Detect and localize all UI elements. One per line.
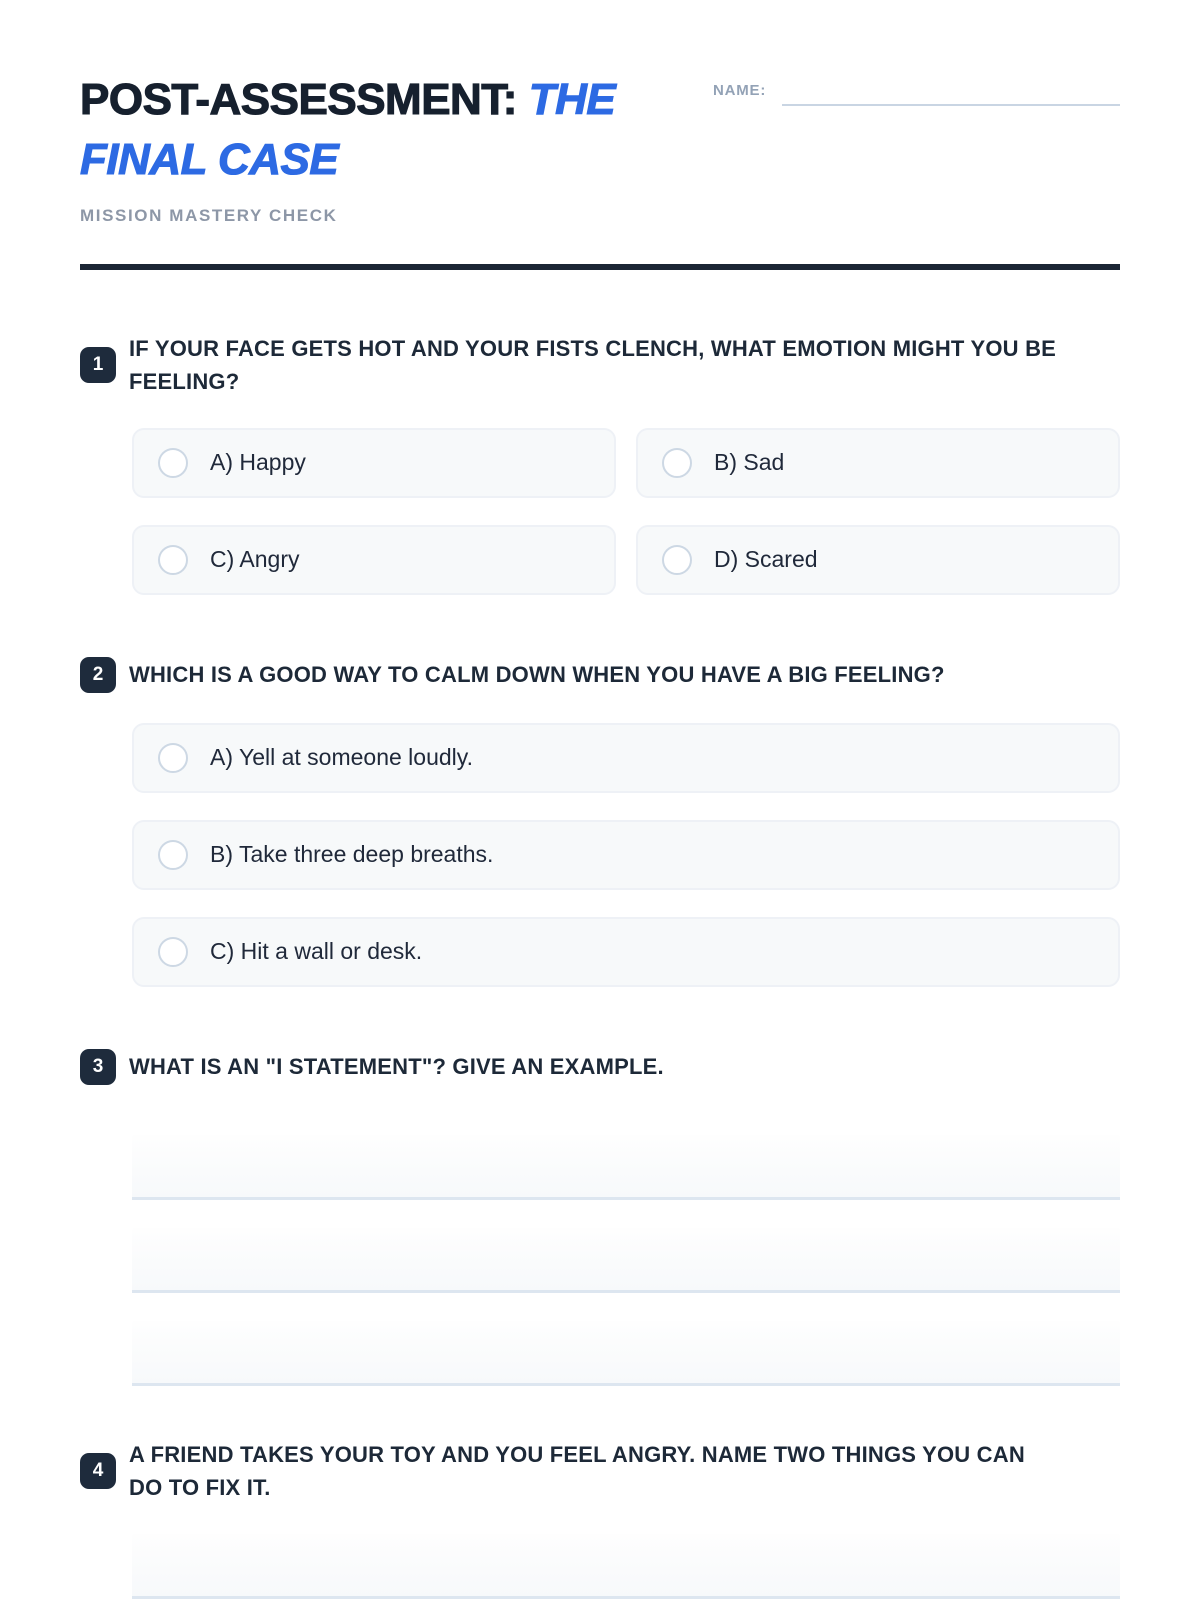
answer-option[interactable] bbox=[636, 525, 1120, 595]
question-body bbox=[132, 1135, 1120, 1386]
page-title bbox=[80, 70, 690, 190]
section-divider bbox=[80, 264, 1120, 270]
answer-option[interactable] bbox=[132, 428, 616, 498]
question-section bbox=[80, 332, 1120, 595]
question-text: WHAT IS AN "I STATEMENT"? GIVE AN EXAMPLE. bbox=[129, 1054, 664, 1080]
name-field bbox=[713, 70, 1120, 106]
question-body bbox=[132, 723, 1120, 987]
answer-option-label: C) Hit a wall or desk. bbox=[210, 938, 423, 965]
question-number-badge: 2 bbox=[80, 657, 116, 693]
radio-icon[interactable] bbox=[158, 937, 188, 967]
answer-lines bbox=[132, 1135, 1120, 1386]
question-header bbox=[80, 1438, 1120, 1504]
answer-option-label: A) Happy bbox=[210, 449, 306, 476]
answer-lines bbox=[132, 1534, 1120, 1599]
radio-icon[interactable] bbox=[662, 545, 692, 575]
radio-icon[interactable] bbox=[158, 743, 188, 773]
question-number-badge: 1 bbox=[80, 347, 116, 383]
answer-option-label: D) Scared bbox=[714, 546, 818, 573]
question-header bbox=[80, 332, 1120, 398]
answer-option[interactable] bbox=[132, 820, 1120, 890]
question-section bbox=[80, 1438, 1120, 1599]
question-text: WHICH IS A GOOD WAY TO CALM DOWN WHEN YOU HAVE A BIG FEELING? bbox=[129, 662, 945, 688]
radio-icon[interactable] bbox=[158, 448, 188, 478]
radio-icon[interactable] bbox=[662, 448, 692, 478]
answer-option[interactable] bbox=[132, 917, 1120, 987]
answer-write-line[interactable] bbox=[132, 1321, 1120, 1386]
answer-option[interactable] bbox=[132, 525, 616, 595]
question-section bbox=[80, 657, 1120, 987]
question-text: A FRIEND TAKES YOUR TOY AND YOU FEEL ANGRY. NAME TWO THINGS YOU CAN DO TO FIX IT. bbox=[129, 1441, 1025, 1500]
answer-write-line[interactable] bbox=[132, 1135, 1120, 1200]
question-header bbox=[80, 657, 1120, 693]
answer-option[interactable] bbox=[132, 723, 1120, 793]
page-title-main: POST-ASSESSMENT: bbox=[80, 75, 517, 124]
question-header bbox=[80, 1049, 1120, 1085]
question-text: IF YOUR FACE GETS HOT AND YOUR FISTS CLENCH, WHAT EMOTION MIGHT YOU BE FEELING? bbox=[129, 335, 1057, 394]
header bbox=[80, 0, 1120, 190]
name-label: NAME: bbox=[713, 82, 767, 99]
answer-option-label: B) Take three deep breaths. bbox=[210, 841, 494, 868]
page-subtitle: MISSION MASTERY CHECK bbox=[80, 205, 338, 225]
radio-icon[interactable] bbox=[158, 545, 188, 575]
answer-option-label: C) Angry bbox=[210, 546, 300, 573]
page-title-accent: THE FINAL CASE bbox=[80, 75, 616, 184]
question-number-badge: 3 bbox=[80, 1049, 116, 1085]
answer-option-label: B) Sad bbox=[714, 449, 785, 476]
options-grid bbox=[132, 428, 1120, 595]
answer-option[interactable] bbox=[636, 428, 1120, 498]
answer-write-line[interactable] bbox=[132, 1534, 1120, 1599]
answer-write-line[interactable] bbox=[132, 1228, 1120, 1293]
options-grid bbox=[132, 723, 1120, 987]
question-body bbox=[132, 428, 1120, 595]
answer-option-label: A) Yell at someone loudly. bbox=[210, 744, 473, 771]
questions-list bbox=[80, 332, 1120, 1599]
name-input-line[interactable] bbox=[782, 82, 1120, 106]
question-number-badge: 4 bbox=[80, 1453, 116, 1489]
question-body bbox=[132, 1534, 1120, 1599]
radio-icon[interactable] bbox=[158, 840, 188, 870]
question-section bbox=[80, 1049, 1120, 1386]
